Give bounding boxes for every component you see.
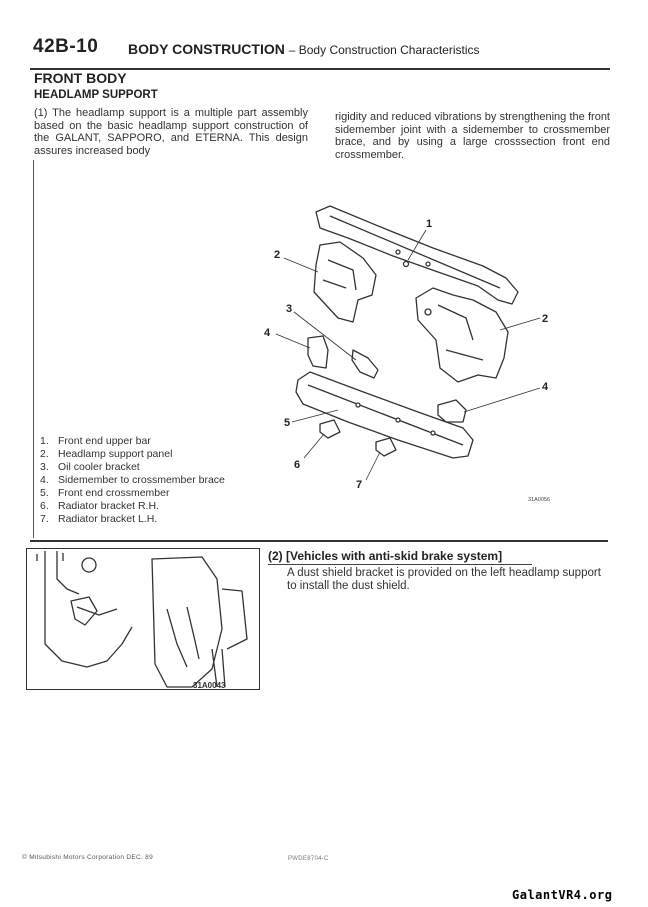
part-brace-left	[308, 336, 328, 368]
legend-num: 6.	[40, 500, 49, 512]
part-headlamp-panel-left	[314, 242, 376, 322]
footer-pub-code: PWDE8704-C	[288, 856, 329, 862]
page-header-title	[128, 41, 480, 57]
paragraph-1-left: (1) The headlamp support is a multiple part assembly based on the basic headlamp support construction of the GALANT, SAPPORO, and ETERNA. This design assures increased body	[34, 107, 308, 157]
part-oil-cooler-bracket	[352, 350, 378, 378]
page-number: 42B-10	[33, 36, 99, 57]
callout-6: 6	[294, 459, 301, 471]
callout-4-right: 4	[542, 381, 549, 393]
section-2-text: A dust shield bracket is provided on the left headlamp support to install the dust shield.	[287, 567, 601, 592]
callout-4-left: 4	[264, 327, 271, 339]
callout-1: 1	[426, 218, 433, 230]
subsection-title: HEADLAMP SUPPORT	[34, 89, 158, 101]
section-divider	[30, 540, 608, 542]
legend-label: Radiator bracket L.H.	[58, 513, 158, 525]
callout-5: 5	[284, 417, 291, 429]
figure-code-2: 31A0043	[193, 681, 226, 690]
header-subtitle: – Body Construction Characteristics	[288, 43, 480, 57]
legend-item	[40, 513, 225, 526]
legend-num: 3.	[40, 461, 49, 473]
legend-num: 7.	[40, 513, 49, 525]
legend-label: Radiator bracket R.H.	[58, 500, 159, 512]
column-rule	[33, 160, 34, 538]
legend-label: Front end upper bar	[58, 435, 151, 447]
callout-2-left: 2	[274, 249, 281, 261]
footer-copyright: © Mitsubishi Motors Corporation DEC. 89	[22, 854, 154, 861]
section-2-underline	[268, 564, 532, 565]
legend-item	[40, 448, 225, 461]
legend-label: Headlamp support panel	[58, 448, 173, 460]
callout-7: 7	[356, 479, 363, 491]
legend-label: Oil cooler bracket	[58, 461, 140, 473]
header-title-main: BODY CONSTRUCTION	[128, 41, 285, 57]
legend-item	[40, 461, 225, 474]
figure-code-1: 31A0056	[528, 497, 551, 503]
legend-num: 2.	[40, 448, 49, 460]
legend-num: 1.	[40, 435, 49, 447]
legend-num: 4.	[40, 474, 49, 486]
dust-shield-bracket-illustration	[26, 548, 260, 690]
legend-item	[40, 474, 225, 487]
legend-num: 5.	[40, 487, 49, 499]
callout-2-right: 2	[542, 313, 549, 325]
callout-3: 3	[286, 303, 293, 315]
paragraph-1-right: rigidity and reduced vibrations by strengthening the front sidemember joint with a sidemember to crossmember brace, and by using a large crosssection front end crossmember.	[335, 111, 610, 161]
section-title: FRONT BODY	[34, 70, 127, 86]
legend-label: Front end crossmember	[58, 487, 170, 499]
section-2-title: (2) [Vehicles with anti-skid brake system]	[268, 549, 503, 563]
dust-shield-bracket-drawing	[27, 549, 259, 689]
legend-item	[40, 435, 225, 448]
legend-item	[40, 500, 225, 513]
watermark: GalantVR4.org	[512, 888, 613, 902]
part-headlamp-panel-right	[416, 288, 508, 382]
part-brace-right	[438, 400, 466, 422]
legend-label: Sidemember to crossmember brace	[58, 474, 225, 486]
legend-item	[40, 487, 225, 500]
headlamp-support-exploded-diagram	[264, 200, 568, 500]
parts-legend	[40, 435, 225, 526]
